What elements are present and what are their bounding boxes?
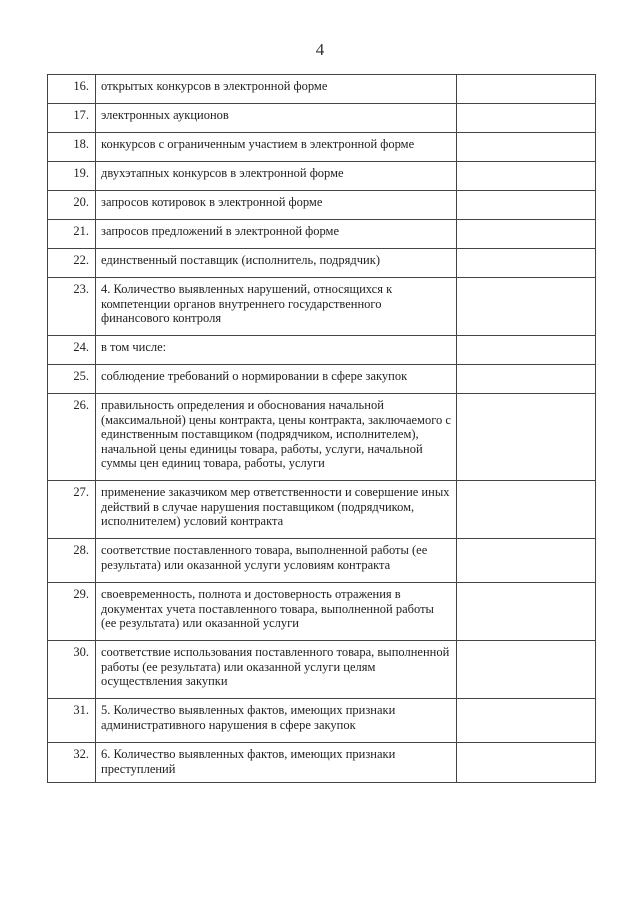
row-value-cell — [457, 336, 596, 365]
row-number: 23. — [48, 278, 96, 336]
row-text: в том числе: — [96, 336, 457, 365]
row-number: 17. — [48, 104, 96, 133]
row-number: 22. — [48, 249, 96, 278]
row-number: 19. — [48, 162, 96, 191]
row-number: 28. — [48, 539, 96, 583]
row-number: 32. — [48, 743, 96, 783]
table-row — [48, 539, 596, 583]
row-text: своевременность, полнота и достоверность отражения в документах учета поставленного товара, выполненной работы (ее результата) или оказанной услуги — [96, 583, 457, 641]
row-value-cell — [457, 162, 596, 191]
table-row — [48, 133, 596, 162]
row-text: 4. Количество выявленных нарушений, относящихся к компетенции органов внутреннего государственного финансового контроля — [96, 278, 457, 336]
row-text: правильность определения и обоснования начальной (максимальной) цены контракта, цены контракта, заключаемого с единственным поставщиком (подрядчиком, исполнителем), начальной цены единицы товара, работы, услуги, начальной суммы цен единиц товара, работы, услуги — [96, 394, 457, 481]
page-number: 4 — [315, 40, 325, 59]
row-text: 5. Количество выявленных фактов, имеющих признаки административного нарушения в сфере закупок — [96, 699, 457, 743]
row-value-cell — [457, 365, 596, 394]
row-number: 18. — [48, 133, 96, 162]
row-text: конкурсов с ограниченным участием в электронной форме — [96, 133, 457, 162]
row-text: двухэтапных конкурсов в электронной форме — [96, 162, 457, 191]
table-row — [48, 104, 596, 133]
row-text: открытых конкурсов в электронной форме — [96, 75, 457, 104]
row-value-cell — [457, 583, 596, 641]
row-value-cell — [457, 394, 596, 481]
row-text: 6. Количество выявленных фактов, имеющих признаки преступлений — [96, 743, 457, 783]
row-value-cell — [457, 278, 596, 336]
table-row — [48, 336, 596, 365]
row-value-cell — [457, 75, 596, 104]
row-number: 25. — [48, 365, 96, 394]
table-row — [48, 394, 596, 481]
row-number: 30. — [48, 641, 96, 699]
table-row — [48, 220, 596, 249]
table-row — [48, 278, 596, 336]
row-text: единственный поставщик (исполнитель, подрядчик) — [96, 249, 457, 278]
row-value-cell — [457, 743, 596, 783]
row-value-cell — [457, 191, 596, 220]
table-row — [48, 75, 596, 104]
row-number: 20. — [48, 191, 96, 220]
row-number: 16. — [48, 75, 96, 104]
row-value-cell — [457, 220, 596, 249]
table-row — [48, 583, 596, 641]
table-row — [48, 365, 596, 394]
row-number: 24. — [48, 336, 96, 365]
row-value-cell — [457, 699, 596, 743]
row-number: 27. — [48, 481, 96, 539]
row-number: 21. — [48, 220, 96, 249]
row-number: 29. — [48, 583, 96, 641]
table-row — [48, 249, 596, 278]
row-value-cell — [457, 104, 596, 133]
table-row — [48, 743, 596, 783]
row-text: соответствие использования поставленного товара, выполненной работы (ее результата) или оказанной услуги целям осуществления закупки — [96, 641, 457, 699]
report-table — [47, 74, 596, 783]
table-row — [48, 481, 596, 539]
row-text: электронных аукционов — [96, 104, 457, 133]
row-value-cell — [457, 133, 596, 162]
row-value-cell — [457, 481, 596, 539]
row-text: соблюдение требований о нормировании в сфере закупок — [96, 365, 457, 394]
row-text: соответствие поставленного товара, выполненной работы (ее результата) или оказанной услуги условиям контракта — [96, 539, 457, 583]
row-number: 31. — [48, 699, 96, 743]
table-row — [48, 191, 596, 220]
row-value-cell — [457, 249, 596, 278]
table-row — [48, 699, 596, 743]
row-text: запросов предложений в электронной форме — [96, 220, 457, 249]
report-table-body — [48, 75, 596, 783]
table-row — [48, 162, 596, 191]
row-text: запросов котировок в электронной форме — [96, 191, 457, 220]
row-value-cell — [457, 641, 596, 699]
row-value-cell — [457, 539, 596, 583]
row-number: 26. — [48, 394, 96, 481]
table-row — [48, 641, 596, 699]
row-text: применение заказчиком мер ответственности и совершение иных действий в случае нарушения поставщиком (подрядчиком, исполнителем) условий контракта — [96, 481, 457, 539]
